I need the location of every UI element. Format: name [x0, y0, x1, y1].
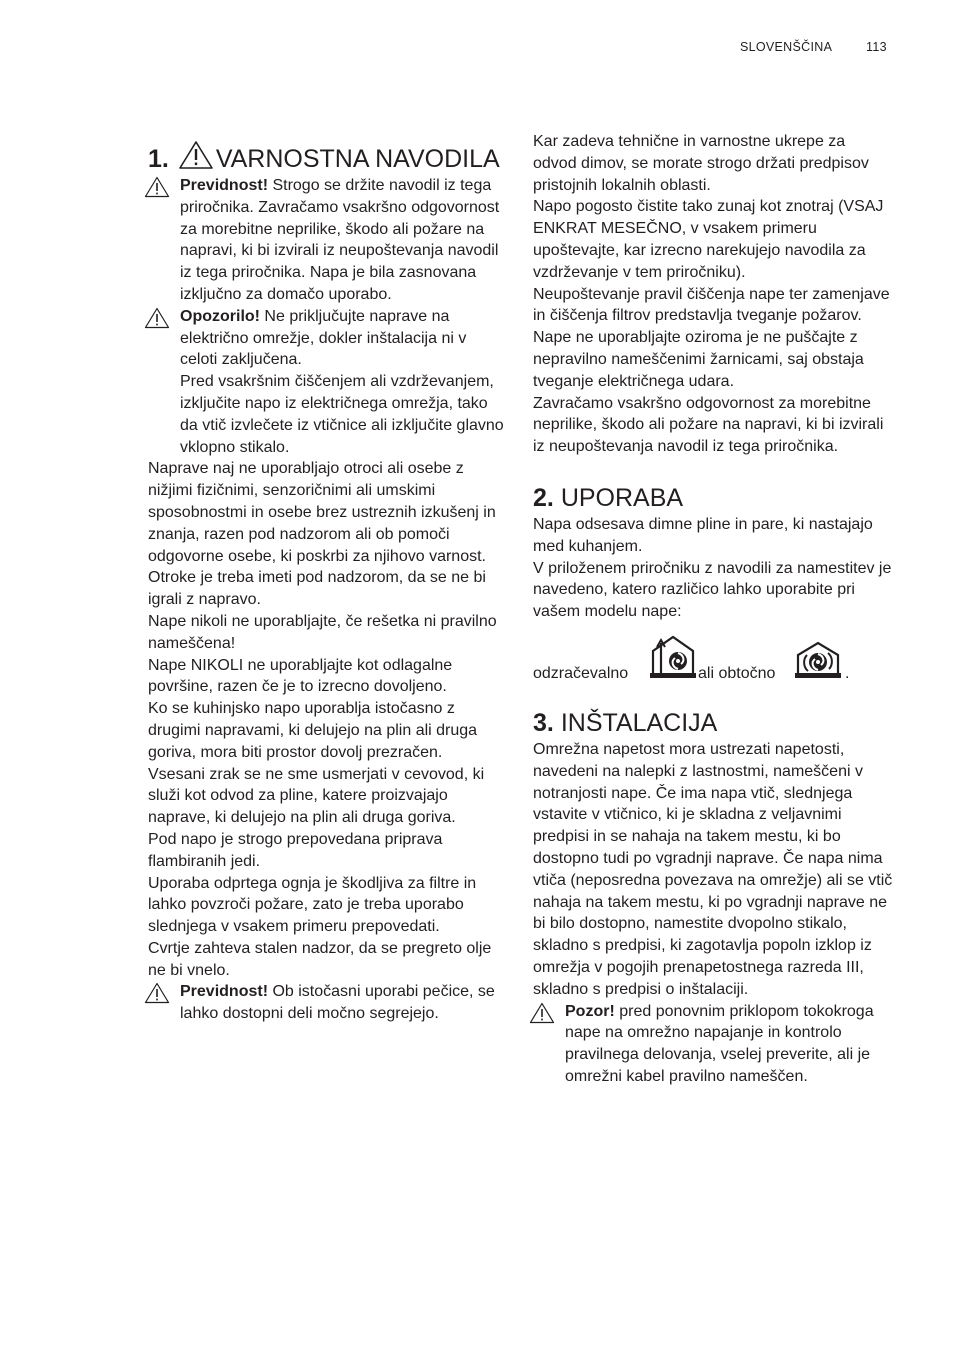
extraction-mode-icon	[648, 633, 698, 681]
warning-triangle-icon	[144, 982, 170, 1004]
paragraph: Otroke je treba imeti pod nadzorom, da se ne bi igrali z napravo.	[148, 569, 486, 609]
warning-block-3	[148, 981, 508, 1025]
extraction-label: odzračevalno	[533, 664, 629, 682]
left-column	[148, 140, 508, 1025]
header-language: SLOVENŠČINA	[740, 40, 833, 54]
paragraph: Nape NIKOLI ne uporabljajte kot odlagalne površine, razen če je to izrecno dovoljeno.	[148, 656, 453, 696]
warning-triangle-icon	[144, 176, 170, 198]
warning-1-label: Previdnost!	[180, 177, 269, 194]
paragraph: Neupoštevanje pravil čiščenja nape ter zamenjave in čiščenja filtrov predstavlja tveganje požarov.	[533, 285, 890, 325]
paragraph: Vsesani zrak se ne sme usmerjati v cevovod, ki služi kot odvod za pline, katere proizvajajo naprave, ki delujejo na plin ali druga goriva.	[148, 765, 485, 827]
paragraph: Kar zadeva tehnične in varnostne ukrepe za odvod dimov, se morate strogo držati predpisov pristojnih lokalnih oblasti.	[533, 133, 869, 194]
paragraph: Ko se kuhinjsko napo uporablja istočasno z drugimi napravami, ki delujejo na plin ali druga goriva, mora biti prostor dovolj prezračen.	[148, 700, 478, 761]
page-number: 113	[866, 40, 887, 54]
section-1-title: VARNOSTNA NAVODILA	[215, 145, 500, 173]
paragraph: Nape ne uporabljajte oziroma je ne puščajte z nepravilno nameščenimi žarnicami, saj obstaja tveganje električnega udara.	[533, 329, 864, 390]
warning-block-4	[533, 1001, 893, 1088]
warning-3-text: Ob istočasni uporabi pečice, se lahko dostopni deli močno segrejejo.	[180, 983, 495, 1023]
warning-1-text: Strogo se držite navodil iz tega priročnika. Zavračamo vsakršno odgovornost za morebitne neprilike, škodo ali požare na napravi, ki bi izvirali iz neupoštevanja navodil iz tega priročnika. Napa je bila zasnovana izključno za domačo uporabo.	[180, 177, 500, 303]
paragraph: Cvrtje zahteva stalen nadzor, da se pregreto olje ne bi vnelo.	[148, 939, 492, 979]
section-3-heading	[533, 707, 893, 739]
warning-triangle-icon	[144, 307, 170, 329]
warning-4-label: Pozor!	[565, 1002, 615, 1020]
recirculation-label: ali obtočno	[698, 664, 776, 682]
period: .	[845, 664, 850, 682]
paragraph: Napo pogosto čistite tako zunaj kot znotraj (VSAJ ENKRAT MESEČNO, v vsakem primeru upoštevajte, kar izrecno narekujejo navodila za vzdrževanje v tem priročniku).	[533, 198, 884, 281]
warning-block-1	[148, 175, 508, 306]
recirculation-mode-icon	[793, 641, 843, 681]
paragraph: Zavračamo vsakršno odgovornost za morebitne neprilike, škodo ali požare na napravi, ki bi izvirali iz neupoštevanja navodil iz tega priročnika.	[533, 394, 884, 456]
mode-icons-row	[533, 631, 893, 687]
section-1-number: 1.	[148, 145, 169, 173]
warning-3-label: Previdnost!	[180, 983, 269, 1001]
section-2-number: 2.	[533, 483, 554, 512]
warning-4-text: pred ponovnim priklopom tokokroga nape na omrežno napajanje in kontrolo pravilnega delovanja, vselej preverite, ali je omrežni kabel pravilno nameščen.	[565, 1002, 874, 1085]
right-column	[533, 131, 893, 1088]
section-3-title: INŠTALACIJA	[560, 708, 718, 737]
paragraph: Uporaba odprtega ognja je škodljiva za filtre in lahko povzroči požare, zato je treba uporabo slednjega v vsakem primeru prepovedati.	[148, 874, 477, 936]
warning-block-2	[148, 306, 508, 459]
section-3-number: 3.	[533, 708, 554, 737]
paragraph: Nape nikoli ne uporabljajte, če rešetka ni pravilno nameščena!	[148, 612, 497, 652]
paragraph: Omrežna napetost mora ustrezati napetosti, navedeni na nalepki z lastnostmi, nameščeni v notranjosti nape. Če ima napa vtič, slednjega vstavite v vtičnico, ki je skladna z veljavnimi predpisi in se nahaja na takem mestu, ki bo dostopno tudi po vgradnji naprave. Če napa nima vtiča (neposredna povezava na omrežje) ali se vtič nahaja na takem mestu, ki po vgradnji naprave ne bi bilo dostopno, namestite dvopolno stikalo, skladno s predpisi, ki zagotavlja popoln izklop iz omrežja v pogojih prenapetostnega razreda III, skladno s predpisi o inštalaciji.	[533, 740, 893, 998]
paragraph: Napa odsesava dimne pline in pare, ki nastajajo med kuhanjem.	[533, 515, 873, 555]
section-2-heading	[533, 482, 893, 514]
warning-triangle-icon	[178, 140, 214, 170]
paragraph: Pod napo je strogo prepovedana priprava flambiranih jedi.	[148, 830, 443, 870]
warning-triangle-icon	[529, 1002, 555, 1024]
paragraph: Naprave naj ne uporabljajo otroci ali osebe z nižjimi fizičnimi, senzoričnimi ali umskimi sposobnostmi in osebe brez ustreznih izkušenj in znanja, razen pod nadzorom ali ob pomoči odgovorne osebe, ki poskrbi za njihovo varnost.	[148, 460, 496, 565]
warning-2-label: Opozorilo!	[180, 307, 260, 325]
warning-2-continuation: Pred vsakršnim čiščenjem ali vzdrževanjem, izključite napo iz električnega omrežja, tako da vtič izvlečete iz vtičnice ali izključite glavno vklopno stikalo.	[180, 373, 504, 456]
warning-2-text: Ne priključujte naprave na električno omrežje, dokler inštalacija ni v celoti zaključena.	[180, 307, 467, 369]
paragraph: V priloženem priročniku z navodili za namestitev je navedeno, katero različico lahko uporabite pri vašem modelu nape:	[533, 559, 892, 621]
section-2-title: UPORABA	[560, 483, 684, 512]
section-1-heading	[148, 140, 508, 175]
